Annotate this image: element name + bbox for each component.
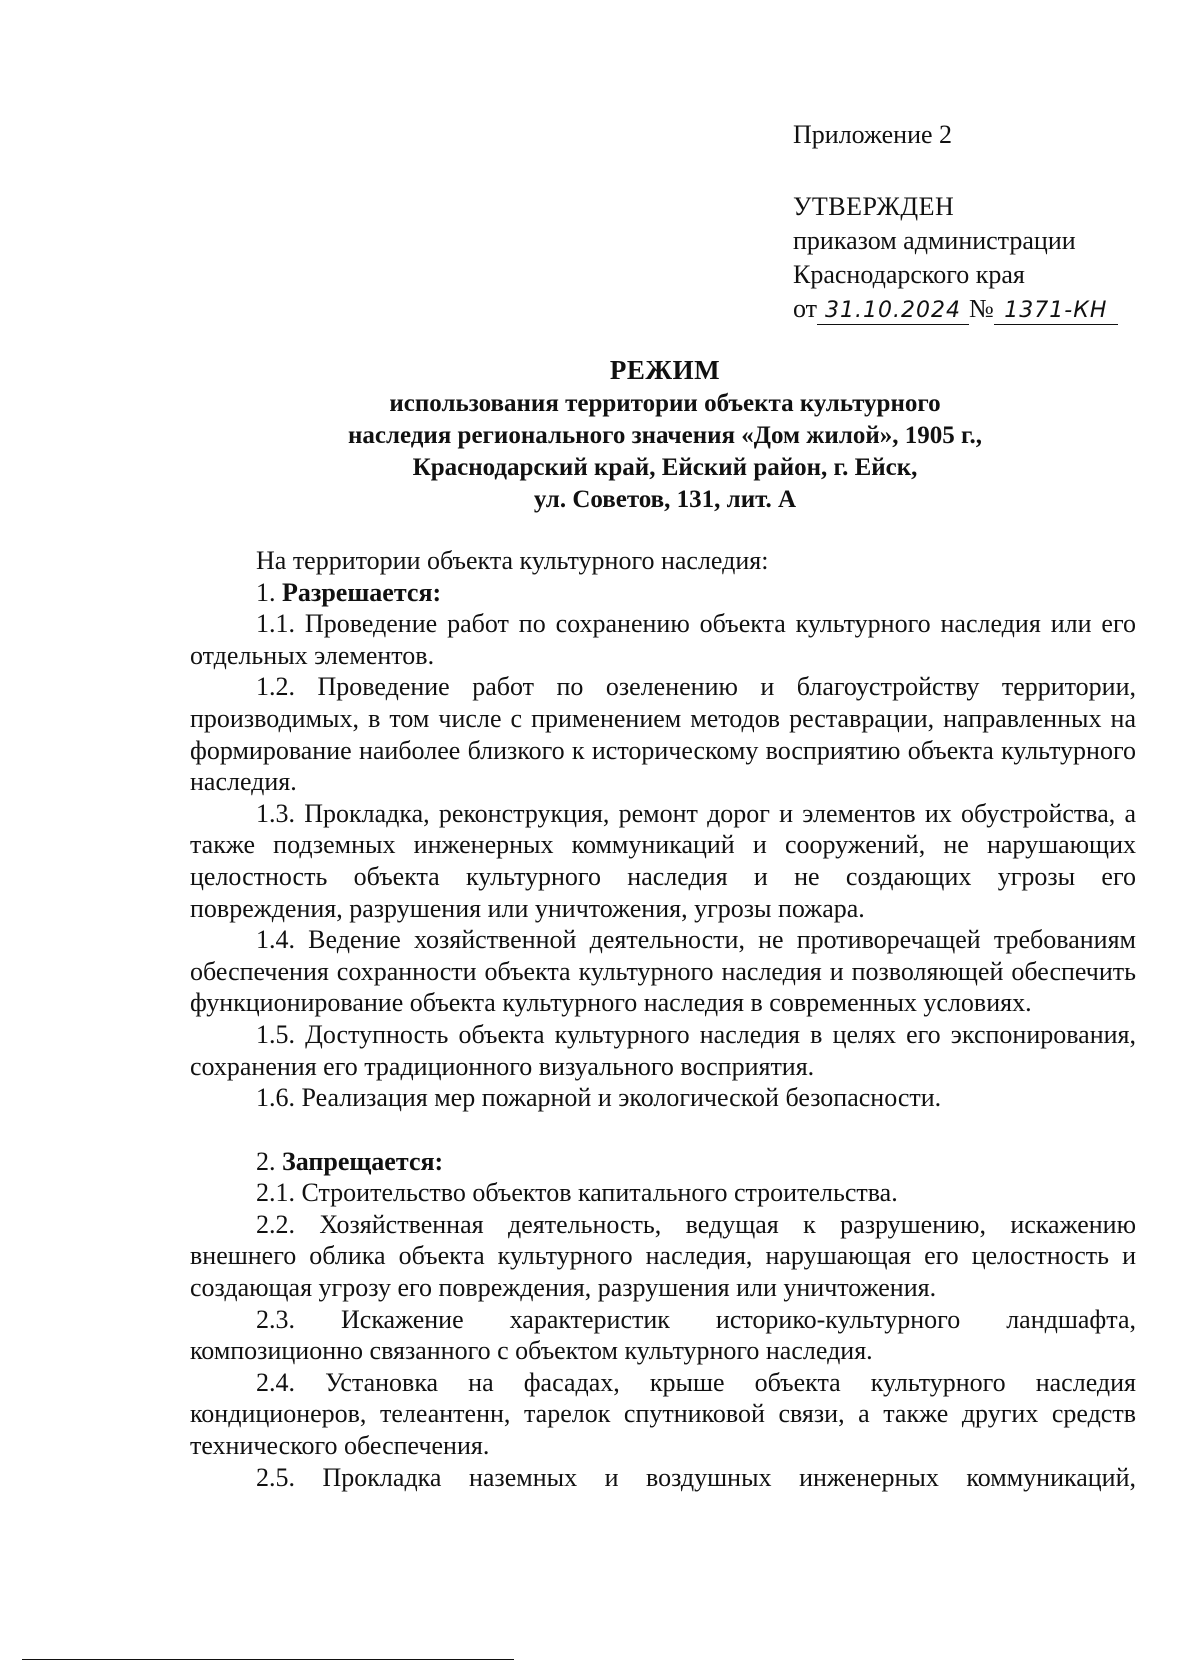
document-body — [190, 545, 1136, 1493]
intro-paragraph: На территории объекта культурного наследия: — [256, 546, 769, 575]
section-spacer — [190, 1114, 1136, 1146]
clause-1-6: 1.6. Реализация мер пожарной и экологической безопасности. — [256, 1083, 942, 1113]
approved-label: УТВЕРЖДЕН — [793, 192, 955, 221]
approved-by-line-1: приказом администрации — [793, 226, 1076, 255]
document-title — [190, 352, 1140, 516]
approved-by-line-2: Краснодарского края — [793, 260, 1025, 289]
title-line-4: ул. Советов, 131, лит. А — [533, 486, 797, 513]
section-2-number: 2. — [256, 1146, 276, 1176]
clause-2-2: 2.2. Хозяйственная деятельность, ведущая к разрушению, искажению внешнего облика объекта культурного наследия, нарушающая его целостность и создающая угрозу его повреждения, разрушения или уничтожения. — [190, 1209, 1136, 1303]
title-line-3: Краснодарский край, Ейский район, г. Ейск, — [412, 454, 918, 481]
appendix-label: Приложение 2 — [793, 120, 953, 149]
clause-1-3: 1.3. Прокладка, реконструкция, ремонт дорог и элементов их обустройства, а также подземных инженерных коммуникаций и сооружений, не нарушающих целостность объекта культурного наследия и не создающих угрозы его повреждения, разрушения или уничтожения, угрозы пожара. — [190, 798, 1136, 923]
handwritten-date: 31.10.2024 — [817, 298, 969, 325]
clause-1-2: 1.2. Проведение работ по озеленению и благоустройству территории, производимых, в том числе с применением методов реставрации, направленных на формирование наиболее близкого к историческому восприятию объекта культурного наследия. — [190, 672, 1136, 797]
footnote-divider — [22, 1659, 514, 1660]
clause-2-3: 2.3. Искажение характеристик историко-культурного ландшафта, композиционно связанного с объектом культурного наследия. — [190, 1304, 1136, 1366]
section-1-number: 1. — [256, 577, 276, 607]
clause-2-4: 2.4. Установка на фасадах, крыше объекта культурного наследия кондиционеров, телеантенн, тарелок спутниковой связи, а также других средств технического обеспечения. — [190, 1367, 1136, 1461]
title-line-1: использования территории объекта культурного — [389, 390, 941, 417]
clause-2-1: 2.1. Строительство объектов капитального строительства. — [256, 1178, 898, 1208]
clause-2-5: 2.5. Прокладка наземных и воздушных инженерных коммуникаций, — [256, 1462, 1136, 1492]
clause-1-4: 1.4. Ведение хозяйственной деятельности, не противоречащей требованиям обеспечения сохранности объекта культурного наследия и позволяющей обеспечить функционирование объекта культурного наследия в современных условиях. — [190, 925, 1136, 1018]
clause-1-1: 1.1. Проведение работ по сохранению объекта культурного наследия или его отдельных элементов. — [190, 609, 1136, 670]
section-1-heading — [190, 577, 1136, 609]
title-line-2: наследия регионального значения «Дом жилой», 1905 г., — [347, 422, 983, 449]
number-prefix: № — [969, 294, 994, 323]
section-2-heading — [190, 1146, 1136, 1178]
order-date-number-line — [793, 292, 1173, 326]
date-prefix: от — [793, 294, 818, 323]
handwritten-number: 1371-КН — [994, 298, 1118, 325]
section-1-title: Разрешается: — [282, 577, 442, 607]
approval-block — [793, 118, 1173, 326]
section-2-title: Запрещается: — [282, 1146, 444, 1176]
clause-1-5: 1.5. Доступность объекта культурного наследия в целях его экспонирования, сохранения его традиционного визуального восприятия. — [190, 1019, 1136, 1081]
title-main: РЕЖИМ — [609, 355, 721, 385]
